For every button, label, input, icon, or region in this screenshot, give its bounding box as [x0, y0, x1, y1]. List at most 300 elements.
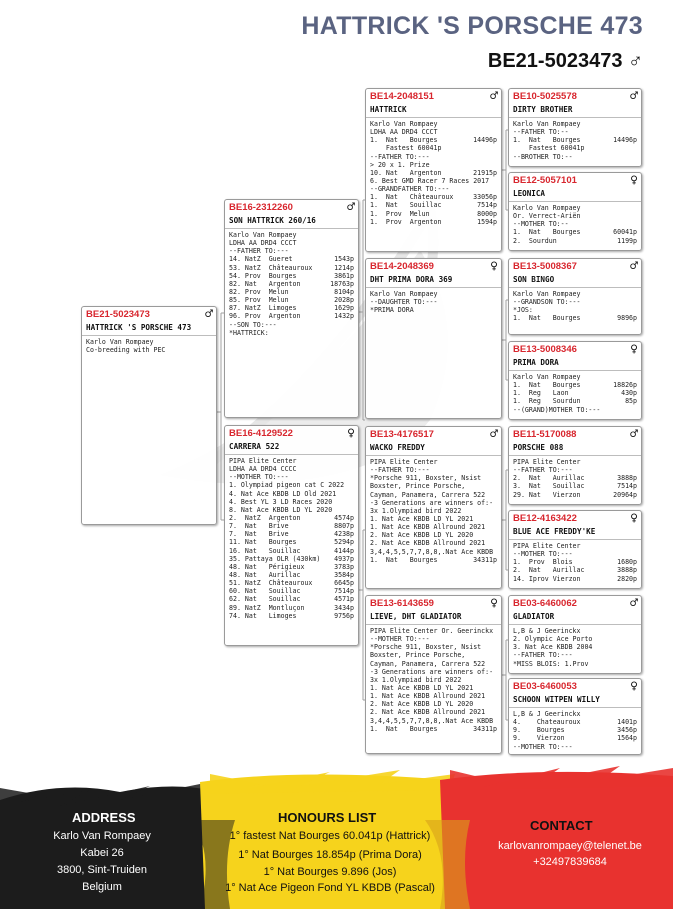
detail-value: 3888p	[617, 474, 637, 483]
male-icon: ♂	[630, 89, 638, 104]
ring-number: BE16-2312260	[229, 202, 293, 213]
detail-line	[370, 298, 497, 306]
contact-title: CONTACT	[530, 818, 593, 833]
detail-line	[513, 643, 637, 651]
detail-line	[513, 635, 637, 643]
card-details	[86, 338, 212, 354]
ring-number: BE13-5008346	[513, 344, 577, 355]
card-details	[370, 627, 497, 733]
pedigree-card-subject	[81, 306, 217, 525]
page-title: HATTRICK 'S PORSCHE 473	[301, 12, 643, 40]
detail-value: 4937p	[334, 554, 354, 563]
ring-number: BE13-5008367	[513, 261, 577, 272]
detail-line	[370, 651, 497, 659]
detail-text: Karlo Van Rompaey	[513, 204, 581, 212]
detail-text: 14. Iprov Vierzon	[513, 574, 581, 583]
detail-line	[370, 290, 497, 298]
detail-text: 14. NatZ Gueret	[229, 255, 293, 264]
detail-text: 53. NatZ Châteauroux	[229, 263, 313, 272]
detail-line	[513, 220, 637, 228]
detail-text: 2. Nat Ace KBDB LD YL 2020	[370, 531, 474, 540]
detail-line	[229, 231, 354, 239]
detail-line	[229, 457, 354, 465]
detail-line	[370, 466, 497, 474]
male-icon: ♂	[630, 259, 638, 274]
detail-text: 2. Nat Ace KBDB LD YL 2020	[370, 700, 474, 709]
detail-text: Karlo Van Rompaey	[513, 373, 581, 381]
detail-line	[513, 743, 637, 751]
detail-line	[513, 566, 637, 574]
detail-line	[86, 338, 212, 346]
detail-text: 10. Nat Argenton	[370, 168, 442, 177]
address-line: Kabei 26	[80, 847, 124, 859]
detail-text: Karlo Van Rompaey	[513, 120, 581, 128]
detail-text: 3. Nat Souillac	[513, 482, 585, 491]
detail-line	[513, 466, 637, 474]
divider	[509, 707, 641, 708]
detail-value: 1594p	[477, 217, 497, 226]
detail-line	[370, 539, 497, 547]
detail-text: *Porsche 911, Boxster, Nsist	[370, 474, 482, 483]
detail-line	[229, 595, 354, 603]
detail-text: 2. Nat Aurillac	[513, 474, 585, 483]
detail-text: 1. Nat Ace KBDB LD YL 2021	[370, 514, 474, 523]
ring-number: BE21-5023473	[86, 309, 150, 320]
detail-text: LDHA AA DRD4 CCCT	[229, 239, 297, 248]
card-details	[513, 710, 637, 751]
detail-text: -3 Generations are winners of:-	[370, 498, 494, 507]
pedigree-card-dds	[508, 595, 642, 674]
detail-value: 6645p	[334, 579, 354, 588]
divider	[225, 454, 358, 455]
detail-line	[370, 507, 497, 515]
detail-line	[229, 604, 354, 612]
detail-line	[513, 373, 637, 381]
detail-text: --MOTHER TO:---	[370, 635, 430, 644]
detail-text: 4. Nat Ace KBDB LD Old 2021	[229, 489, 337, 498]
detail-line	[229, 530, 354, 538]
detail-line	[513, 153, 637, 161]
detail-value: 1629p	[334, 304, 354, 313]
detail-value: 1680p	[617, 558, 637, 567]
ring-number: BE03-6460053	[513, 681, 577, 692]
detail-text: PIPA Elite Center	[229, 457, 297, 465]
detail-text: 3. Nat Ace KBDB 2004	[513, 643, 593, 652]
detail-text: Fastest 60041p	[513, 144, 585, 153]
pedigree-card-dss	[508, 426, 642, 505]
detail-value: 60041p	[613, 228, 637, 237]
detail-text: Co-breeding with PEC	[86, 346, 166, 355]
pedigree-card-sire-dam	[365, 258, 502, 419]
detail-value: 14496p	[473, 136, 497, 145]
detail-text: Karlo Van Rompaey	[86, 338, 154, 346]
detail-text: --FATHER TO:---	[370, 152, 430, 161]
detail-text: PIPA Elite Center	[513, 458, 581, 466]
female-icon: ♀	[630, 342, 638, 357]
detail-line	[513, 550, 637, 558]
detail-value: 1432p	[334, 312, 354, 321]
divider	[509, 201, 641, 202]
pigeon-name: HATTRICK	[370, 105, 407, 114]
detail-line	[513, 128, 637, 136]
divider	[509, 287, 641, 288]
detail-line	[370, 210, 497, 218]
detail-text: 1. Prov Argenton	[370, 217, 442, 226]
card-details	[370, 290, 497, 314]
detail-line	[229, 547, 354, 555]
ring-number: BE12-5057101	[513, 175, 577, 186]
honours-line: 1° Nat Ace Pigeon Fond YL KBDB (Pascal)	[225, 882, 435, 894]
pigeon-name: CARRERA 522	[229, 442, 280, 451]
ring-number: BE16-4129522	[229, 428, 293, 439]
divider	[509, 370, 641, 371]
detail-value: 3434p	[334, 603, 354, 612]
card-details	[229, 231, 354, 337]
detail-text: 1. Nat Bourges	[513, 381, 581, 390]
detail-line	[370, 717, 497, 725]
detail-text: 1. Nat Châteauroux	[370, 193, 454, 202]
detail-text: *JOS:	[513, 306, 533, 315]
detail-text: 2. Olympic Ace Porto	[513, 635, 593, 644]
ring-number: BE10-5025578	[513, 91, 577, 102]
detail-text: 48. Nat Aurillac	[229, 570, 301, 579]
detail-text: 4. Best YL 3 LD Races 2020	[229, 497, 333, 506]
card-details	[513, 627, 637, 668]
detail-text: --BROTHER TO:--	[513, 152, 573, 161]
detail-line	[370, 491, 497, 499]
detail-line	[370, 474, 497, 482]
detail-value: 1543p	[334, 255, 354, 264]
male-icon: ♂	[630, 427, 638, 442]
detail-value: 18763p	[330, 279, 354, 288]
detail-line	[513, 136, 637, 144]
card-details	[513, 204, 637, 245]
detail-line	[229, 514, 354, 522]
detail-text: --SON TO:---	[229, 320, 277, 329]
pigeon-name: DHT PRIMA DORA 369	[370, 275, 453, 284]
contact-phone[interactable]: +32497839684	[533, 856, 607, 868]
honours-line: 1° Nat Bourges 9.896 (Jos)	[263, 866, 397, 878]
detail-line	[370, 128, 497, 136]
detail-text: 1. Prov Melun	[370, 209, 430, 218]
detail-line	[370, 643, 497, 651]
pedigree-card-dsd	[508, 510, 642, 589]
detail-text: 1. Nat Souillac	[370, 201, 442, 210]
detail-value: 8000p	[477, 209, 497, 218]
detail-line	[229, 481, 354, 489]
detail-line	[513, 651, 637, 659]
detail-line	[370, 548, 497, 556]
detail-text: 74. Nat Limoges	[229, 611, 297, 620]
detail-line	[513, 389, 637, 397]
detail-text: 85. Prov Melun	[229, 296, 289, 305]
detail-line	[513, 558, 637, 566]
detail-line	[229, 239, 354, 247]
detail-value: 9756p	[334, 611, 354, 620]
detail-text: --MOTHER TO:---	[513, 742, 573, 751]
detail-line	[370, 120, 497, 128]
male-icon: ♂	[490, 427, 498, 442]
male-icon: ♂	[205, 307, 213, 322]
detail-line	[229, 555, 354, 563]
detail-value: 1564p	[617, 734, 637, 743]
detail-text: 51. NatZ Châteauroux	[229, 579, 313, 588]
detail-text: 6. Best GMD Racer 7 Races 2017	[370, 176, 490, 185]
detail-text: 3,4,4,5,5,7,7,8,8,.Nat Ace KBDB	[370, 716, 494, 725]
divider	[225, 228, 358, 229]
detail-text: --GRANDFATHER TO:---	[370, 185, 450, 194]
detail-line	[513, 406, 637, 414]
card-details	[513, 373, 637, 414]
detail-text: 2. NatZ Argenton	[229, 513, 301, 522]
detail-line	[513, 120, 637, 128]
ring-number: BE03-6460062	[513, 598, 577, 609]
detail-value: 20964p	[613, 490, 637, 499]
detail-line	[229, 321, 354, 329]
pigeon-name: GLADIATOR	[513, 612, 555, 621]
detail-line	[513, 491, 637, 499]
divider	[366, 117, 501, 118]
detail-value: 8807p	[334, 522, 354, 531]
detail-line	[513, 482, 637, 490]
detail-text: 35. Pattaya OLR (430km)	[229, 554, 321, 563]
detail-text: Karlo Van Rompaey	[370, 120, 438, 128]
detail-text: Cayman, Panamera, Carrera 522	[370, 490, 486, 499]
detail-text: L,B & J Geerinckx	[513, 710, 581, 718]
contact-email[interactable]: karlovanrompaey@telenet.be	[498, 840, 642, 852]
male-icon: ♂	[490, 89, 498, 104]
detail-line	[229, 612, 354, 620]
detail-text: --FATHER TO:---	[513, 651, 573, 660]
detail-value: 1199p	[617, 236, 637, 245]
address-line: 3800, Sint-Truiden	[56, 864, 148, 876]
detail-line	[513, 718, 637, 726]
detail-text: 62. Nat Souillac	[229, 595, 301, 604]
female-icon: ♀	[630, 173, 638, 188]
detail-text: Karlo Van Rompaey	[370, 290, 438, 298]
detail-text: LDHA AA DRD4 CCCC	[229, 465, 297, 474]
detail-text: --FATHER TO:---	[513, 466, 573, 475]
detail-line	[370, 676, 497, 684]
detail-text: 48. Nat Périgieux	[229, 562, 305, 571]
detail-line	[229, 498, 354, 506]
detail-text: 60. Nat Souillac	[229, 587, 301, 596]
detail-value: 33056p	[473, 193, 497, 202]
detail-text: --(GRAND)MOTHER TO:---	[513, 405, 601, 414]
detail-line	[513, 290, 637, 298]
detail-value: 7514p	[477, 201, 497, 210]
detail-text: 1. Nat Bourges	[513, 314, 581, 323]
detail-line	[513, 734, 637, 742]
ring-number: BE13-4176517	[370, 429, 434, 440]
ring-number: BE14-2048151	[370, 91, 434, 102]
detail-text: --FATHER TO:---	[229, 247, 289, 256]
detail-line	[513, 381, 637, 389]
detail-line	[513, 306, 637, 314]
detail-line	[229, 272, 354, 280]
detail-text: --GRANDSON TO:---	[513, 298, 581, 307]
detail-line	[229, 247, 354, 255]
detail-line	[370, 531, 497, 539]
detail-text: *Porsche 911, Boxster, Nsist	[370, 643, 482, 652]
honours-line: 1° fastest Nat Bourges 60.041p (Hattrick)	[229, 830, 431, 842]
detail-text: 1. Reg Laon	[513, 389, 569, 398]
ring-number: BE13-6143659	[370, 598, 434, 609]
pigeon-name: PORSCHE 088	[513, 443, 564, 452]
detail-value: 14496p	[613, 136, 637, 145]
detail-value: 5294p	[334, 538, 354, 547]
detail-text: 1. Nat Ace KBDB LD YL 2021	[370, 683, 474, 692]
detail-value: 21915p	[473, 168, 497, 177]
address-line: Karlo Van Rompaey	[53, 830, 151, 842]
pedigree-card-dam	[224, 425, 359, 646]
detail-line	[86, 346, 212, 354]
detail-line	[229, 522, 354, 530]
detail-value: 3584p	[334, 570, 354, 579]
detail-value: 1214p	[334, 263, 354, 272]
detail-text: 1. Nat Bourges	[513, 136, 581, 145]
detail-text: --DAUGHTER TO:---	[370, 298, 438, 307]
detail-line	[513, 228, 637, 236]
detail-line	[513, 397, 637, 405]
card-details	[513, 120, 637, 161]
detail-value: 9896p	[617, 314, 637, 323]
detail-text: 1. Olympiad pigeon cat C 2022	[229, 481, 345, 490]
detail-line	[229, 280, 354, 288]
detail-value: 2028p	[334, 296, 354, 305]
detail-value: 3456p	[617, 726, 637, 735]
card-details	[513, 290, 637, 323]
detail-text: 29. Nat Vierzon	[513, 490, 581, 499]
detail-text: 9. Bourges	[513, 726, 565, 735]
address-title: ADDRESS	[72, 810, 136, 825]
detail-line	[370, 684, 497, 692]
detail-line	[370, 458, 497, 466]
detail-text: 11. Nat Bourges	[229, 538, 297, 547]
detail-line	[513, 314, 637, 322]
female-icon: ♀	[490, 259, 498, 274]
detail-line	[370, 660, 497, 668]
detail-line	[370, 218, 497, 226]
detail-text: 1. Prov Blois	[513, 558, 573, 567]
card-details	[370, 458, 497, 564]
male-icon: ♂	[347, 200, 355, 215]
divider	[366, 455, 501, 456]
detail-line	[229, 329, 354, 337]
detail-line	[370, 668, 497, 676]
detail-value: 1401p	[617, 718, 637, 727]
detail-text: 16. Nat Souillac	[229, 546, 301, 555]
detail-line	[370, 635, 497, 643]
pedigree-card-sss	[508, 88, 642, 167]
detail-line	[513, 726, 637, 734]
detail-text: *MISS BLOIS: 1.Prov	[513, 659, 589, 668]
pedigree-card-sire	[224, 199, 359, 418]
detail-value: 4571p	[334, 595, 354, 604]
divider	[509, 117, 641, 118]
pedigree-card-sdd	[508, 341, 642, 420]
detail-line	[513, 542, 637, 550]
pigeon-name: WACKO FREDDY	[370, 443, 425, 452]
detail-line	[229, 264, 354, 272]
detail-line	[229, 587, 354, 595]
detail-text: 87. NatZ Limoges	[229, 304, 297, 313]
detail-text: --MOTHER TO:--	[513, 220, 569, 229]
detail-line	[370, 169, 497, 177]
footer-banner	[0, 760, 673, 909]
detail-text: LDHA AA DRD4 CCCT	[370, 128, 438, 137]
detail-text: Boxster, Prince Porsche,	[370, 651, 466, 660]
detail-line	[370, 185, 497, 193]
detail-text: L,B & J Geerinckx	[513, 627, 581, 635]
detail-line	[229, 563, 354, 571]
detail-text: Karlo Van Rompaey	[229, 231, 297, 239]
detail-text: 2. Sourdun	[513, 236, 557, 245]
ring-number: BE12-4163422	[513, 513, 577, 524]
detail-line	[229, 538, 354, 546]
detail-line	[229, 506, 354, 514]
detail-value: 4144p	[334, 546, 354, 555]
detail-line	[513, 710, 637, 718]
detail-text: > 20 x 1. Prize	[370, 160, 430, 169]
detail-text: --MOTHER TO:---	[513, 550, 573, 559]
detail-text: 1. Nat Bourges	[370, 555, 438, 564]
detail-line	[370, 306, 497, 314]
detail-text: 3x 1.Olympiad bird 2022	[370, 675, 462, 684]
female-icon: ♀	[347, 426, 355, 441]
pigeon-name: SON HATTRICK 260/16	[229, 216, 316, 225]
pedigree-card-ssd	[508, 172, 642, 251]
detail-text: *HATTRICK:	[229, 328, 269, 337]
detail-value: 7514p	[617, 482, 637, 491]
detail-text: -3 Generations are winners of:-	[370, 667, 494, 676]
detail-text: PIPA Elite Center Or. Geerinckx	[370, 627, 494, 635]
detail-value: 4238p	[334, 530, 354, 539]
detail-line	[370, 161, 497, 169]
detail-text: 1. Nat Bourges	[513, 228, 581, 237]
detail-text: Or. Verrect-Ariën	[513, 212, 581, 221]
detail-line	[513, 212, 637, 220]
honours-title: HONOURS LIST	[278, 810, 377, 825]
detail-text: Cayman, Panamera, Carrera 522	[370, 659, 486, 668]
detail-text: Boxster, Prince Porsche,	[370, 482, 466, 491]
detail-value: 18826p	[613, 381, 637, 390]
pigeon-name: PRIMA DORA	[513, 358, 559, 367]
detail-text: 7. Nat Brive	[229, 530, 289, 539]
detail-text: 2. Nat Ace KBDB Allround 2021	[370, 708, 486, 717]
detail-line	[229, 571, 354, 579]
pedigree-card-dam-sire	[365, 426, 502, 589]
honours-line: 1° Nat Bourges 18.854p (Prima Dora)	[238, 849, 422, 861]
detail-text: 9. Vierzon	[513, 734, 565, 743]
detail-line	[370, 177, 497, 185]
detail-text: 8. Nat Ace KBDB LD YL 2020	[229, 505, 333, 514]
detail-value: 4574p	[334, 513, 354, 522]
detail-line	[370, 692, 497, 700]
pigeon-name: SCHOON WITPEN WILLY	[513, 695, 600, 704]
divider	[509, 455, 641, 456]
detail-text: 4. Chateauroux	[513, 718, 581, 727]
pedigree-card-ddd	[508, 678, 642, 755]
detail-line	[370, 136, 497, 144]
detail-value: 85p	[625, 397, 637, 406]
divider	[82, 335, 216, 336]
detail-text: 1. Nat Bourges	[370, 136, 438, 145]
detail-line	[513, 144, 637, 152]
detail-value: 3861p	[334, 271, 354, 280]
detail-line	[370, 523, 497, 531]
detail-line	[229, 312, 354, 320]
